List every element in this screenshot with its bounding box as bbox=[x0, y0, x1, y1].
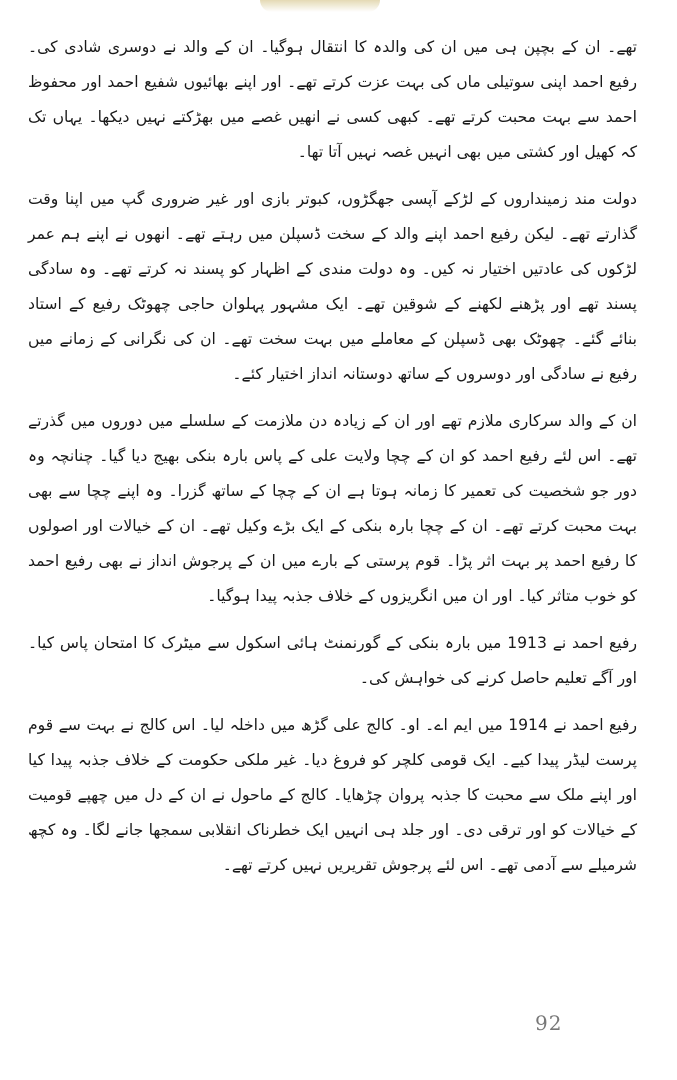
page-number: 92 bbox=[535, 1011, 563, 1035]
paper-stain bbox=[260, 0, 380, 12]
paragraph-discipline: دولت مند زمینداروں کے لڑکے آپسی جھگڑوں، کبوتر بازی اور غیر ضروری گپ میں اپنا وقت گذارتے تھے۔ لیکن رفیع احمد اپنے والد کے سخت ڈسپلن میں رہتے تھے۔ انھوں نے اپنے ہم عمر لڑکوں کی عادتیں اختیار نہ کیں۔ وہ دولت مندی کے اظہار کو پسند نہ کرتے تھے۔ وہ سادگی پسند تھے اور پڑھنے لکھنے کے شوقین تھے۔ ایک مشہور پہلوان حاجی چھوٹک رفیع کے استاد بنائے گئے۔ چھوٹک بھی ڈسپلن کے معاملے میں بہت سخت تھے۔ ان کی نگرانی کے زمانے میں رفیع نے سادگی اور دوسروں کے ساتھ دوستانہ انداز اختیار کئے۔ bbox=[28, 190, 637, 383]
paragraph-uncle: ان کے والد سرکاری ملازم تھے اور ان کے زیادہ دن ملازمت کے سلسلے میں دوروں میں گذرتے تھے۔ اس لئے رفیع احمد کو ان کے چچا ولایت علی کے پاس بارہ بنکی بھیج دیا گیا۔ چنانچہ وہ دور جو شخصیت کی تعمیر کا زمانہ ہوتا ہے ان کے چچا کے ساتھ گزرا۔ وہ اپنے چچا سے بھی بہت محبت کرتے تھے۔ ان کے چچا بارہ بنکی کے ایک بڑے وکیل تھے۔ ان کے خیالات اور اصولوں کا رفیع احمد پر بہت اثر پڑا۔ قوم پرستی کے بارے میں ان کے پرجوش انداز نے بھی رفیع احمد کو خوب متاثر کیا۔ اور ان میں انگریزوں کے خلاف جذبہ پیدا ہوگیا۔ bbox=[28, 412, 637, 605]
paragraph-aligarh-college: رفیع احمد نے 1914 میں ایم اے۔ او۔ کالج علی گڑھ میں داخلہ لیا۔ اس کالج نے بہت سے قوم پرست لیڈر پیدا کیے۔ ایک قومی کلچر کو فروغ دیا۔ غیر ملکی حکومت کے خلاف جذبہ پیدا کیا اور اپنے ملک سے محبت کا جذبہ پروان چڑھایا۔ کالج کے ماحول نے ان کے دل میں چھپے قومیت کے خیالات کو اور ترقی دی۔ اور جلد ہی انہیں ایک خطرناک انقلابی سمجھا جانے لگا۔ وہ کچھ شرمیلے سے آدمی تھے۔ اس لئے پرجوش تقریریں نہیں کرتے تھے۔ bbox=[28, 716, 638, 874]
paragraph-childhood: تھے۔ ان کے بچپن ہی میں ان کی والدہ کا انتقال ہوگیا۔ ان کے والد نے دوسری شادی کی۔ رفیع احمد اپنی سوتیلی ماں کی بہت عزت کرتے تھے۔ اور اپنے بھائیوں شفیع احمد اور محفوظ احمد سے بہت محبت کرتے تھے۔ کبھی کسی نے انھیں غصے میں بھڑکتے نہیں دیکھا۔ یہاں تک کہ کھیل اور کشتی میں بھی انہیں غصہ نہیں آتا تھا۔ bbox=[28, 38, 637, 161]
paragraph-matriculation: رفیع احمد نے 1913 میں بارہ بنکی کے گورنمنٹ ہائی اسکول سے میٹرک کا امتحان پاس کیا۔ اور آگے تعلیم حاصل کرنے کی خواہش کی۔ bbox=[28, 634, 637, 687]
